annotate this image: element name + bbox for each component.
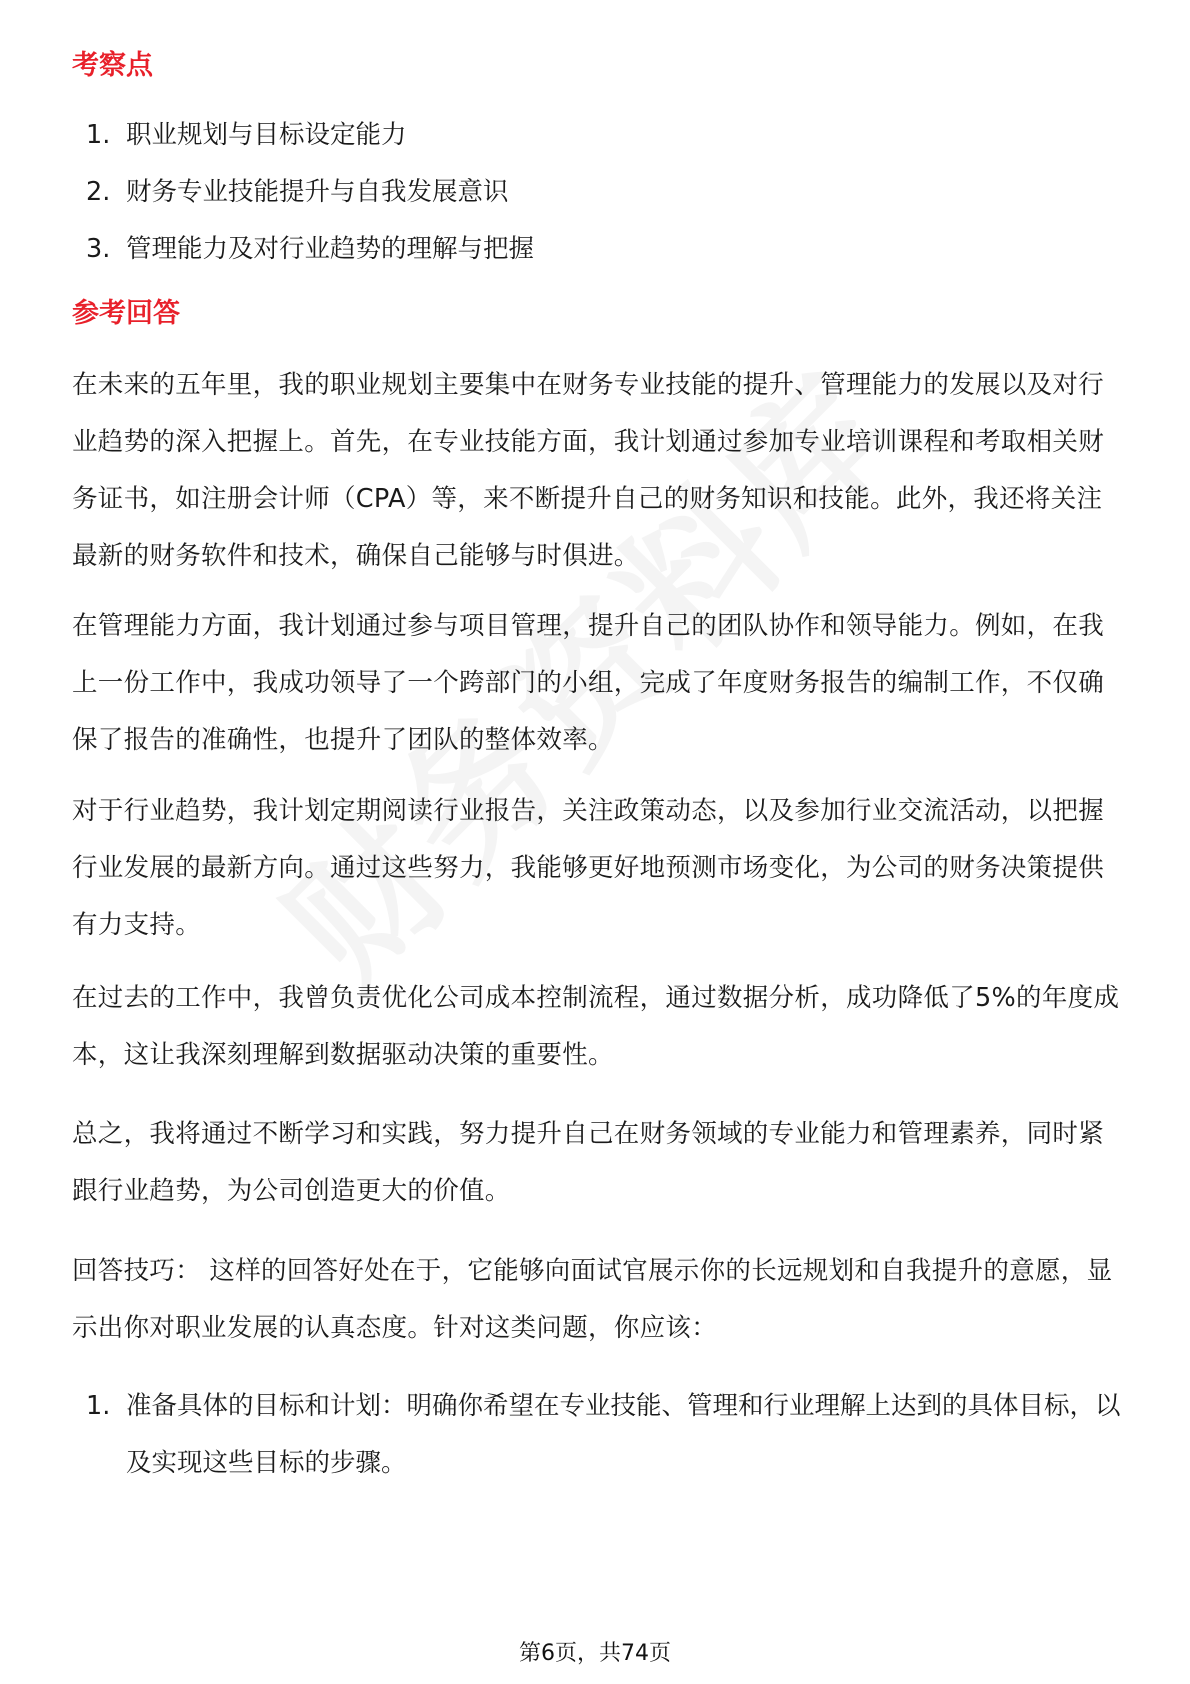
list-item: 2. 财务专业技能提升与自我发展意识	[86, 177, 509, 207]
list-item-text: 职业规划与目标设定能力	[126, 120, 407, 150]
list-item: 3. 管理能力及对行业趋势的理解与把握	[86, 234, 535, 264]
paragraph: 总之，我将通过不断学习和实践，努力提升自己在财务领域的专业能力和管理素养，同时紧跟行业趋势，为公司创造更大的价值。	[72, 1119, 1105, 1206]
list-item: 1. 职业规划与目标设定能力	[86, 120, 407, 150]
paragraph: 在管理能力方面，我计划通过参与项目管理，提升自己的团队协作和领导能力。例如，在我上一份工作中，我成功领导了一个跨部门的小组，完成了年度财务报告的编制工作，不仅确保了报告的准确性，也提升了团队的整体效率。	[72, 611, 1105, 755]
focus-list	[72, 107, 1132, 278]
focus-heading: 考察点	[72, 50, 153, 81]
page-number: 第6页，共74页	[519, 1641, 671, 1666]
list-item-text: 准备具体的目标和计划：明确你希望在专业技能、管理和行业理解上达到的具体目标，以及实现这些目标的步骤。	[126, 1391, 1121, 1478]
list-item-text: 管理能力及对行业趋势的理解与把握	[126, 234, 535, 264]
paragraph: 在过去的工作中，我曾负责优化公司成本控制流程，通过数据分析，成功降低了5%的年度成本，这让我深刻理解到数据驱动决策的重要性。	[72, 983, 1120, 1070]
paragraph: 在未来的五年里，我的职业规划主要集中在财务专业技能的提升、管理能力的发展以及对行业趋势的深入把握上。首先，在专业技能方面，我计划通过参加专业培训课程和考取相关财务证书，如注册会计师（CPA）等，来不断提升自己的财务知识和技能。此外，我还将关注最新的财务软件和技术，确保自己能够与时俱进。	[72, 370, 1105, 571]
tips-list	[72, 1378, 1132, 1492]
answer-heading: 参考回答	[72, 298, 180, 329]
tips-paragraph: 回答技巧： 这样的回答好处在于，它能够向面试官展示你的长远规划和自我提升的意愿，显示出你对职业发展的认真态度。针对这类问题，你应该：	[72, 1256, 1113, 1343]
paragraph: 对于行业趋势，我计划定期阅读行业报告，关注政策动态，以及参加行业交流活动，以把握行业发展的最新方向。通过这些努力，我能够更好地预测市场变化，为公司的财务决策提供有力支持。	[72, 796, 1105, 940]
list-item-text: 财务专业技能提升与自我发展意识	[126, 177, 509, 207]
list-item: 1. 准备具体的目标和计划：明确你希望在专业技能、管理和行业理解上达到的具体目标，以及实现这些目标的步骤。	[86, 1391, 1121, 1478]
